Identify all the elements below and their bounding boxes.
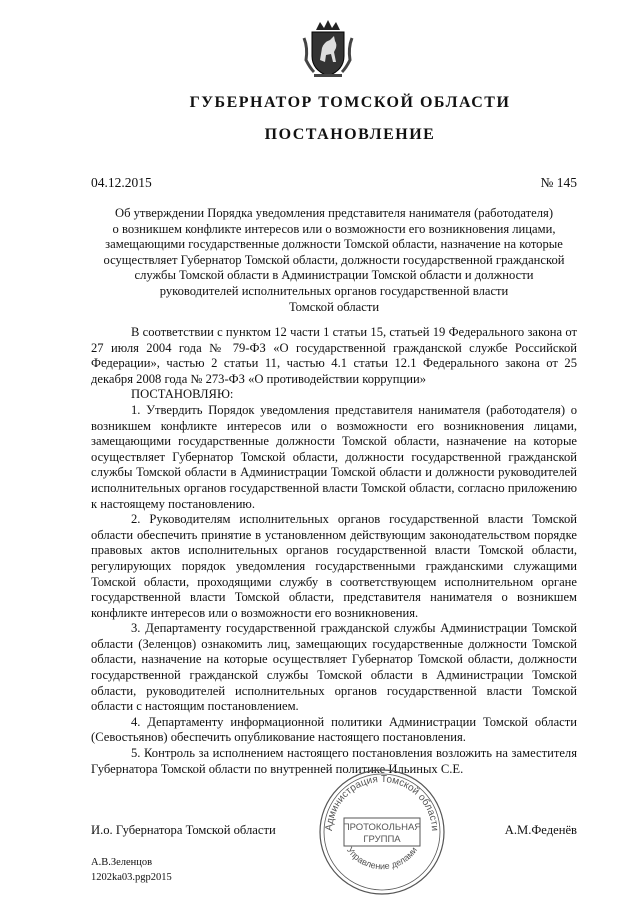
subject-line: Томской области	[288, 299, 380, 314]
stamp-seal	[318, 768, 446, 896]
preamble-paragraph: В соответствии с пунктом 12 части 1 статьи 15, статьей 19 Федерального закона от 27 июля 2004 года № 79-ФЗ «О государственной гражданской службе Российской Федерации», частью 2 статьи 11, частью 4.1 статьи 12.1 Федерального закона от 25 декабря 2008 года № 273-ФЗ «О противодействии коррупции»	[91, 325, 577, 386]
stamp-center-line1: ПРОТОКОЛЬНАЯ	[342, 822, 422, 833]
document-date: 04.12.2015	[91, 175, 152, 190]
body-item-3: 3. Департаменту государственной гражданской службы Администрации Томской области (Зеленцов) ознакомить лиц, замещающих государственные должности Томской области, назначение на которые осуществляет Губернатор Томской области, должности государственной гражданской службы Томской области в Администрации Томской области, руководителей исполнительных органов государственной власти Томской области с настоящим постановлением.	[91, 621, 577, 714]
author-name: А.В.Зеленцов	[91, 857, 153, 868]
file-code: 1202ka03.pgp2015	[91, 872, 172, 883]
document-number: № 145	[540, 175, 577, 190]
stamp-bottom-text: Управление делами	[344, 845, 420, 872]
document-body	[91, 325, 577, 777]
document-subject	[91, 206, 577, 315]
document-type-title: ПОСТАНОВЛЕНИЕ	[264, 126, 436, 143]
governor-title: ГУБЕРНАТОР ТОМСКОЙ ОБЛАСТИ	[189, 94, 511, 111]
body-item-2: 2. Руководителям исполнительных органов государственной власти Томской области обеспечить принятие в установленном действующим законодательством порядке правовых актов исполнительных органов государственной власти Томской области, регулирующих порядок уведомления государственными гражданскими служащими Томской области, проходящими службу в соответствующем исполнительном органе государственной власти Томской области, представителя нанимателя о возникшем конфликте интересов или о возможности его возникновения.	[91, 512, 577, 620]
decree-word: ПОСТАНОВЛЯЮ:	[131, 387, 234, 402]
body-item-1: 1. Утвердить Порядок уведомления представителя нанимателя (работодателя) о возникшем конфликте интересов или о возможности его возникновения лицами, замещающими государственные должности Томской области, назначение на которые осуществляет Губернатор Томской области, должности государственной гражданской службы Томской области в Администрации Томской области и должности руководителей исполнительных органов государственной власти Томской области, согласно приложению к настоящему постановлению.	[91, 402, 577, 511]
subject-line: Об утверждении Порядка уведомления представителя нанимателя (работодателя)	[114, 206, 554, 220]
subject-line: осуществляет Губернатор Томской области, должности государственной гражданской	[103, 252, 565, 267]
tomsk-coat-of-arms-icon	[300, 18, 356, 80]
stamp-ring-text: Администрация Томской области	[323, 773, 441, 832]
subject-line: замещающими государственные должности Томской области, назначение на которые	[105, 237, 563, 252]
signatory-name: А.М.Феденёв	[504, 823, 577, 837]
body-item-4: 4. Департаменту информационной политики Администрации Томской области (Севостьянов) обеспечить опубликование настоящего постановления.	[91, 714, 577, 745]
subject-line: службы Томской области в Администрации Томской области и должности	[134, 268, 534, 283]
subject-line: руководителей исполнительных органов государственной власти	[159, 283, 509, 298]
footer-info	[91, 855, 172, 885]
svg-text:Управление делами	[345, 845, 419, 871]
body-item-5: 5. Контроль за исполнением настоящего постановления возложить на заместителя Губернатора Томской области по внутренней политике Ильиных С.Е.	[91, 746, 577, 776]
subject-line: о возникшем конфликте интересов или о возможности его возникновения лицами,	[112, 221, 556, 236]
stamp-center-line2: ГРУППА	[363, 834, 401, 845]
signatory-position: И.о. Губернатора Томской области	[91, 823, 276, 837]
